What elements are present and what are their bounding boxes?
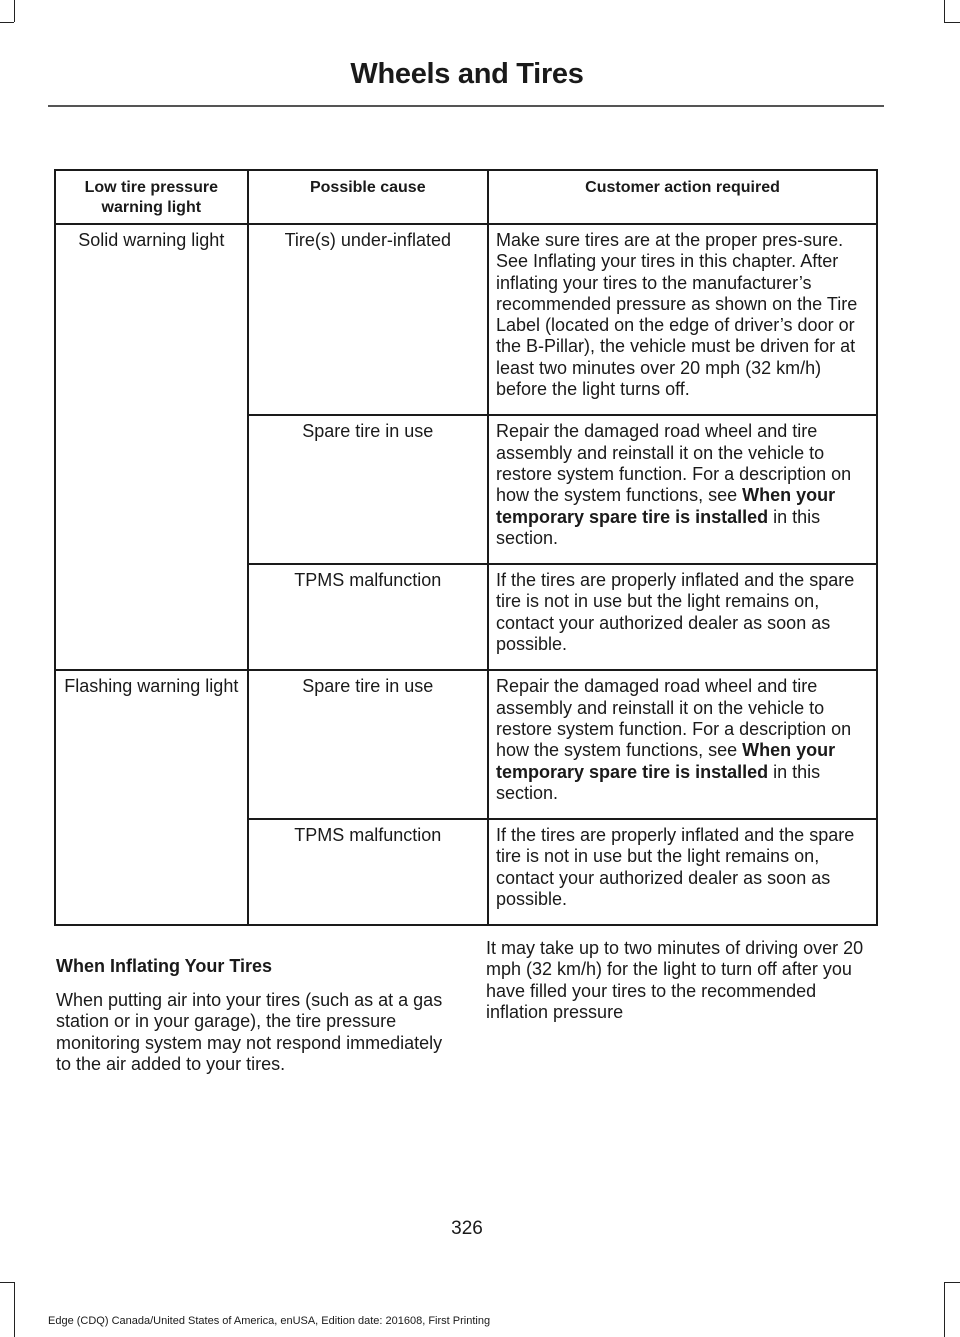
crop-mark [0, 22, 14, 23]
action-text: Repair the damaged road wheel and tire assembly and reinstall it on the vehicle to restore system function. For a description on how the system functions, see [496, 676, 852, 761]
title-rule [48, 105, 884, 107]
action-cell [488, 670, 877, 819]
action-cell: If the tires are properly inflated and the spare tire is not in use but the light remains on, contact your authorized dealer as soon as possible. [488, 564, 877, 670]
cause-cell: Spare tire in use [248, 415, 488, 564]
action-reference: When your temporary spare tire is installed [496, 740, 836, 782]
section-heading: When Inflating Your Tires [56, 956, 273, 976]
body-paragraph: When putting air into your tires (such as at a gas station or in your garage), the tire pressure monitoring system may not respond immediately to the air added to your tires. [56, 990, 443, 1074]
action-cell [488, 415, 877, 564]
page-number: 326 [451, 1218, 483, 1239]
header-warning-light: Low tire pressure warning light [55, 170, 248, 224]
table-row [55, 224, 877, 415]
crop-mark [944, 1282, 945, 1337]
crop-mark [944, 1282, 960, 1283]
action-text: Repair the damaged road wheel and tire assembly and reinstall it on the vehicle to restore system function. For a description on how the system functions, see [496, 421, 852, 506]
crop-mark [944, 22, 960, 23]
light-flashing-warning: Flashing warning light [55, 670, 248, 925]
light-solid-warning: Solid warning light [55, 224, 248, 670]
table-header-row [55, 170, 877, 224]
crop-mark [0, 1282, 14, 1283]
action-cell: If the tires are properly inflated and the spare tire is not in use but the light remains on, contact your authorized dealer as soon as possible. [488, 819, 877, 925]
header-possible-cause: Possible cause [248, 170, 488, 224]
table-row [55, 670, 877, 819]
crop-mark [14, 0, 15, 22]
cause-cell: Spare tire in use [248, 670, 488, 819]
action-text: in this section. [496, 506, 821, 548]
footer-edition: Edge (CDQ) Canada/United States of America, enUSA, Edition date: 201608, First Printing [48, 1315, 491, 1327]
cause-cell: Tire(s) under-inflated [248, 224, 488, 415]
tpms-warning-table [54, 169, 878, 926]
action-cell: Make sure tires are at the proper pres-sure. See Inflating your tires in this chapter. After inflating your tires to the manufacturer’s recommended pressure as shown on the Tire Label (located on the edge of driver’s door or the B-Pillar), the vehicle must be driven for at least two minutes over 20 mph (32 km/h) before the light turns off. [488, 224, 877, 415]
page-title: Wheels and Tires [350, 58, 584, 90]
action-reference: When your temporary spare tire is installed [496, 485, 836, 527]
crop-mark [14, 1282, 15, 1337]
cause-cell: TPMS malfunction [248, 564, 488, 670]
action-text: in this section. [496, 761, 821, 803]
crop-mark [944, 0, 945, 22]
body-paragraph: It may take up to two minutes of driving over 20 mph (32 km/h) for the light to turn off after you have filled your tires to the recommended inflation pressure [486, 938, 864, 1022]
cause-cell: TPMS malfunction [248, 819, 488, 925]
header-customer-action: Customer action required [488, 170, 877, 224]
